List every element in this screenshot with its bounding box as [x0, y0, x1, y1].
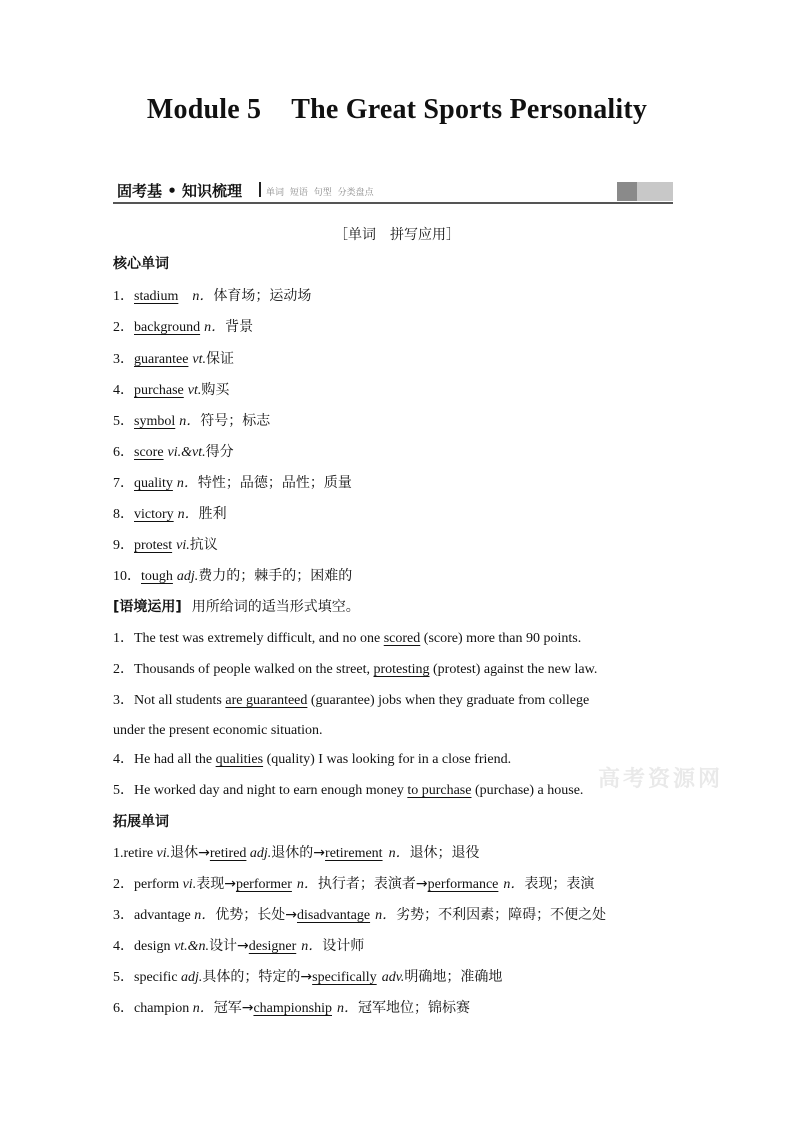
core-word-item: 7．quality n．特性；品德；品性；质量: [113, 475, 352, 491]
expand-item: 4．design vt.&n.设计→designer n．设计师: [113, 938, 365, 954]
core-word-item: 8．victory n．胜利: [113, 506, 227, 522]
module-number: Module 5: [146, 94, 262, 125]
section-banner: [113, 180, 673, 204]
core-word-item: 5．symbol n．符号；标志: [113, 413, 271, 429]
module-name: The Great Sports Personality: [291, 94, 648, 125]
core-word-item: 10．tough adj.费力的；棘手的；困难的: [113, 568, 353, 584]
page-title: [0, 94, 794, 126]
banner-title: 固考基 • 知识梳理: [117, 182, 243, 200]
banner-subtitle: 单词 短语 句型 分类盘点: [266, 188, 374, 198]
core-word-item: 6．score vi.&vt.得分: [113, 444, 234, 460]
section-heading: ［单词 拼写应用］: [334, 227, 460, 243]
watermark: 高考资源网: [598, 767, 724, 792]
context-item: 1．The test was extremely difficult, and no one scored (score) more than 90 points.: [113, 631, 582, 646]
banner-block-light: [637, 182, 673, 201]
context-item: 3．Not all students are guaranteed (guarantee) jobs when they graduate from college: [113, 693, 590, 708]
core-word-item: 4．purchase vt.购买: [113, 382, 230, 398]
expand-item: 5．specific adj.具体的；特定的→specifically adv.明确地；准确地: [113, 969, 503, 985]
banner-divider: [259, 182, 261, 197]
expand-item: 6．champion n．冠军→championship n．冠军地位；锦标赛: [113, 1000, 470, 1016]
expand-item: 3．advantage n．优势；长处→disadvantage n．劣势；不利因素；障碍；不便之处: [113, 907, 607, 923]
expand-words-heading: 拓展单词: [113, 814, 169, 830]
context-item: 5．He worked day and night to earn enough money to purchase (purchase) a house.: [113, 783, 584, 798]
banner-block-dark: [617, 182, 637, 201]
context-item: 4．He had all the qualities (quality) I was looking for in a close friend.: [113, 752, 512, 767]
context-item: 2．Thousands of people walked on the street, protesting (protest) against the new law.: [113, 662, 598, 677]
core-word-item: 9．protest vi.抗议: [113, 537, 218, 553]
context-heading: [语境运用] 用所给词的适当形式填空。: [113, 599, 360, 615]
expand-item: 1.retire vi.退休→retired adj.退休的→retirement n．退休；退役: [113, 845, 480, 861]
core-words-heading: 核心单词: [113, 256, 169, 272]
core-word-item: 2．background n．背景: [113, 319, 254, 335]
core-word-item: 1．stadium n．体育场；运动场: [113, 288, 312, 304]
core-word-item: 3．guarantee vt.保证: [113, 351, 235, 367]
expand-item: 2．perform vi.表现→performer n．执行者；表演者→performance n．表现；表演: [113, 876, 595, 892]
context-item-continuation: under the present economic situation.: [113, 723, 323, 738]
